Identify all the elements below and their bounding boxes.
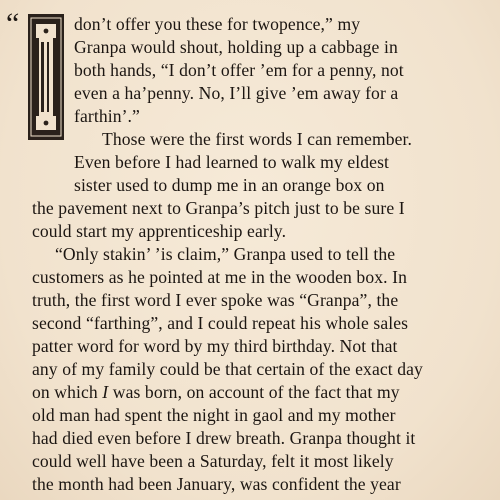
text-line-8: sister used to dump me in an orange box on xyxy=(74,175,385,195)
text-line-16: any of my family could be that certain of the exact day xyxy=(32,359,423,379)
text-line-20: could well have been a Saturday, felt it most likely xyxy=(32,451,394,471)
text-line-21: the month had been January, was confident the year xyxy=(32,474,401,494)
text-line-15: patter word for word by my third birthday. Not that xyxy=(32,336,398,356)
text-line-4: even a ha’penny. No, I’ll give ’em away for a xyxy=(74,83,399,103)
text-line-9: the pavement next to Granpa’s pitch just to be sure I xyxy=(32,198,405,218)
decorative-initial-icon xyxy=(28,14,64,140)
text-line-17-end: was born, on account of the fact that my xyxy=(108,382,400,402)
text-line-1: don’t offer you these for twopence,” my xyxy=(74,14,361,34)
text-line-2: Granpa would shout, holding up a cabbage in xyxy=(74,37,398,57)
text-line-19: had died even before I drew breath. Granpa thought it xyxy=(32,428,416,448)
text-line-12: customers as he pointed at me in the wooden box. In xyxy=(32,267,407,287)
emphasis-i: I xyxy=(102,382,109,402)
text-line-14: second “farthing”, and I could repeat his whole sales xyxy=(32,313,409,333)
text-line-17 xyxy=(32,381,400,404)
opening-quote: “ xyxy=(6,7,20,40)
text-line-18: old man had spent the night in gaol and my mother xyxy=(32,405,396,425)
text-line-17-start: on which xyxy=(32,382,103,402)
drop-cap xyxy=(28,14,64,140)
text-line-5: farthin’.” xyxy=(74,106,140,126)
text-line-10: could start my apprenticeship early. xyxy=(32,221,287,241)
text-line-3: both hands, “I don’t offer ’em for a penny, not xyxy=(74,60,404,80)
text-line-11: “Only stakin’ ’is claim,” Granpa used to tell the xyxy=(55,244,396,264)
text-line-7: Even before I had learned to walk my eldest xyxy=(74,152,389,172)
text-line-6: Those were the first words I can remember. xyxy=(102,129,413,149)
drop-cap-letter: I xyxy=(46,14,47,15)
text-line-13: truth, the first word I ever spoke was “Granpa”, the xyxy=(32,290,399,310)
